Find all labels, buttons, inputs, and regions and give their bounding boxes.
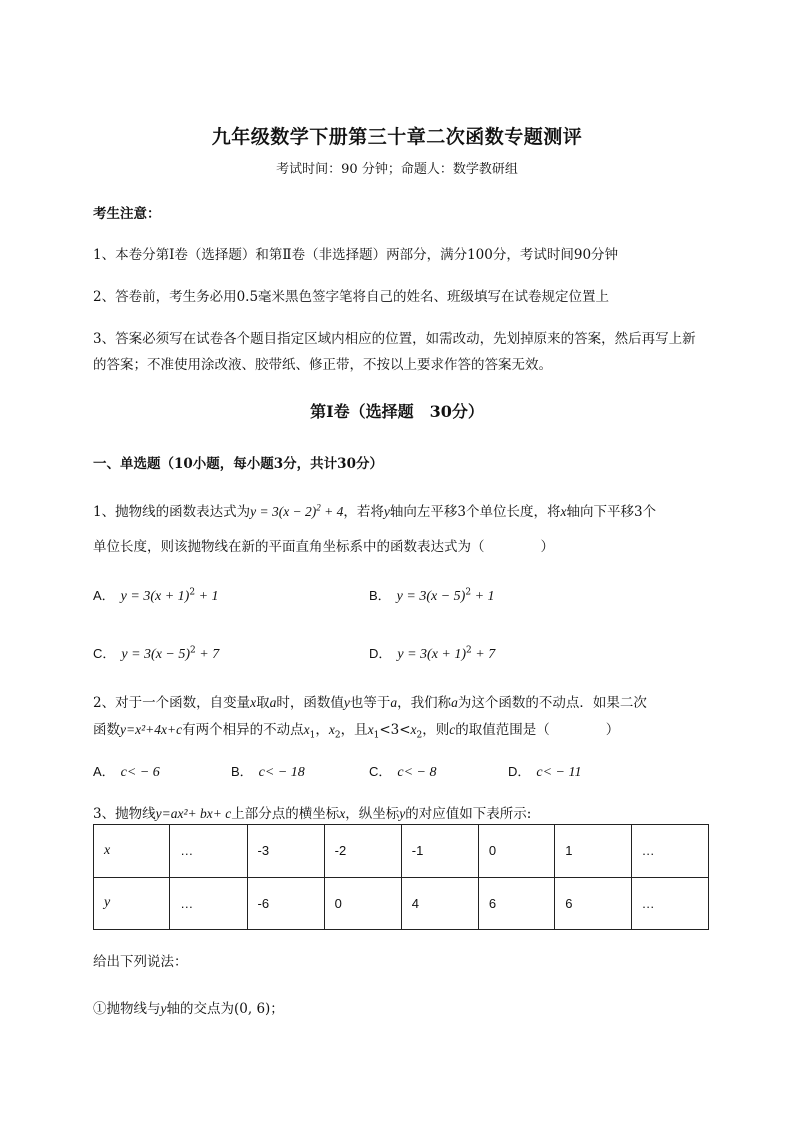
table-cell: y [94, 877, 170, 930]
exam-title: 九年级数学下册第三十章二次函数专题测评 [211, 126, 583, 148]
question-2-line-1: 2、对于一个函数，自变量x取a时，函数值y也等于a，我们称a为这个函数的不动点．如果二次 [93, 695, 647, 711]
table-cell: -1 [401, 825, 478, 878]
exam-subtitle: 考试时间：90 分钟；命题人：数学教研组 [276, 162, 518, 177]
table-cell: 4 [401, 877, 478, 930]
question-1-line-2: 单位长度，则该抛物线在新的平面直角坐标系中的函数表达式为（ ） [93, 539, 554, 555]
notice-item-1: 1、本卷分第I卷（选择题）和第Ⅱ卷（非选择题）两部分，满分100分，考试时间90分钟 [93, 247, 619, 263]
table-cell: … [631, 825, 708, 878]
question-2-line-2: 函数y=x²+4x+c有两个相异的不动点$x_1$，$x_2$，且$x_1<3<x_2$，则c的取值范围是（ ） [93, 722, 620, 741]
question-2-function: y=x²+4x+c [120, 722, 183, 737]
question-2-option-a[interactable]: A． c< − 6 [93, 764, 160, 780]
table-cell: -6 [247, 877, 324, 930]
question-3-function: y=ax²+ bx+ c [155, 806, 232, 821]
part-heading: 一、单选题（10小题，每小题3分，共计30分） [93, 456, 383, 472]
question-3-stem: 3、抛物线y=ax²+ bx+ c上部分点的横坐标x，纵坐标y的对应值如下表所示: [93, 806, 532, 822]
notice-item-2: 2、答卷前，考生务必用0.5毫米黑色签字笔将自己的姓名、班级填写在试卷规定位置上 [93, 289, 610, 305]
question-2-option-c[interactable]: C． c< − 8 [369, 764, 437, 780]
question-1-option-a[interactable]: A． $y = 3(x + 1)^2 + 1$ [93, 587, 219, 604]
table-cell: -3 [247, 825, 324, 878]
notice-item-3-cont: 的答案；不准使用涂改液、胶带纸、修正带，不按以上要求作答的答案无效。 [93, 357, 552, 373]
table-cell: 0 [478, 825, 554, 878]
question-2-option-d[interactable]: D． c< − 11 [508, 764, 582, 780]
table-cell: 6 [555, 877, 631, 930]
table-cell: … [170, 825, 247, 878]
question-1-option-c[interactable]: C． $y = 3(x - 5)^2 + 7$ [93, 645, 220, 662]
table-cell: 6 [478, 877, 554, 930]
question-1-formula: $y = 3(x - 2)^2 + 4$ [250, 502, 344, 519]
table-cell: -2 [324, 825, 401, 878]
table-cell: … [170, 877, 247, 930]
table-row-y [94, 877, 709, 930]
question-1-option-d[interactable]: D． $y = 3(x + 1)^2 + 7$ [369, 645, 496, 662]
section-title: 第I卷（选择题 30分） [310, 402, 484, 421]
question-1-line-1: 1、抛物线的函数表达式为$y = 3(x - 2)^2 + 4$，若将y轴向左平移3个单位长度，将x轴向下平移3个 [93, 502, 657, 520]
table-cell: 1 [555, 825, 631, 878]
table-row-x [94, 825, 709, 878]
notice-heading: 考生注意： [93, 206, 161, 222]
table-cell: x [94, 825, 170, 878]
notice-item-3: 3、答案必须写在试卷各个题目指定区域内相应的位置，如需改动，先划掉原来的答案，然后再写上新 [93, 331, 696, 347]
question-2-option-b[interactable]: B． c< − 18 [231, 764, 305, 780]
question-3-statement-1: ①抛物线与y轴的交点为(0, 6)； [93, 1001, 284, 1017]
values-table [93, 824, 709, 930]
table-cell: 0 [324, 877, 401, 930]
question-3-prompt: 给出下列说法： [93, 954, 188, 970]
table-cell: … [631, 877, 708, 930]
question-1-option-b[interactable]: B． $y = 3(x - 5)^2 + 1$ [369, 587, 495, 604]
